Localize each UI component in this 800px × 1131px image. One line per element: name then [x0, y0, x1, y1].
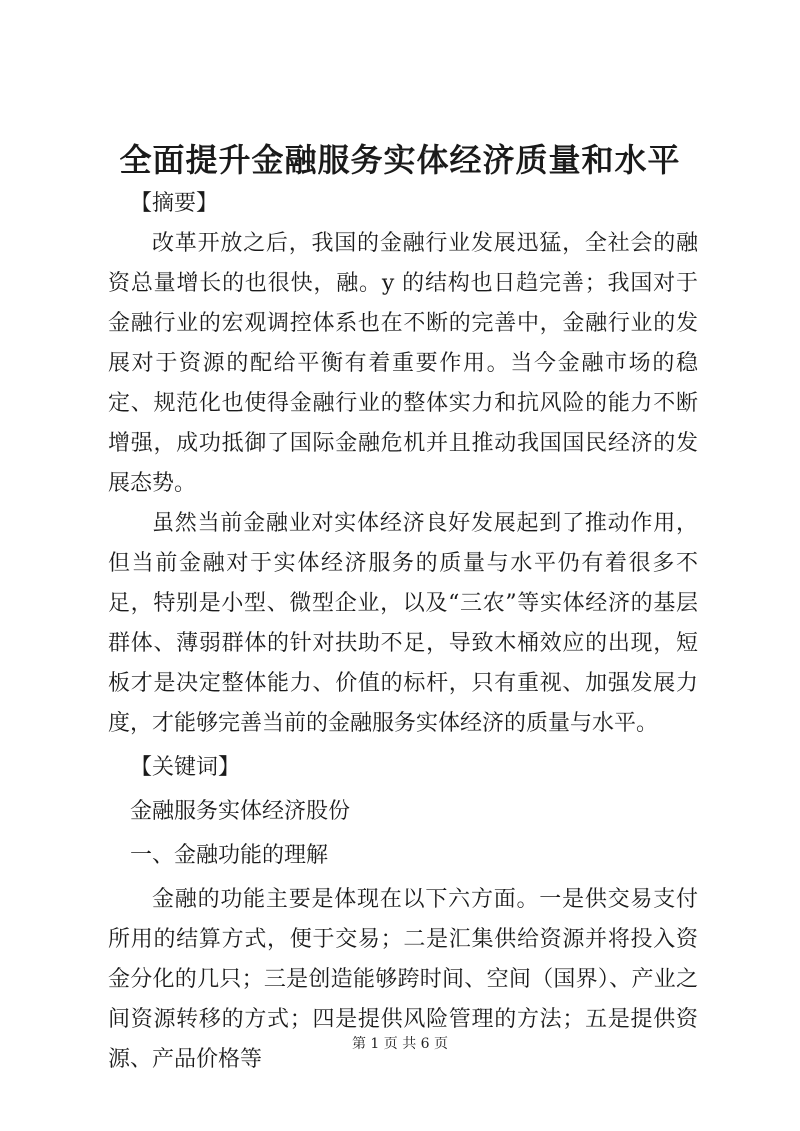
document-title: 全面提升金融服务实体经济质量和水平 — [119, 141, 681, 179]
section-heading: 一、金融功能的理解 — [130, 843, 329, 868]
abstract-heading: 【摘要】 — [130, 191, 219, 216]
abstract-paragraph-1: 改革开放之后，我国的金融行业发展迅猛，全社会的融资总量增长的也很快，融。y 的结构也日趋完善；我国对于金融行业的宏观调控体系也在不断的完善中，金融行业的发展对于资源的配给平衡有着重要作用。当今金融市场的稳定、规范化也使得金融行业的整体实力和抗风险的能力不断增强，成功抵御了国际金融危机并且推动我国国民经济的发展态势。 — [108, 231, 698, 496]
keywords-heading: 【关键词】 — [130, 755, 241, 780]
document-body — [108, 184, 698, 1080]
page-footer: 第 1 页 共 6 页 — [351, 1036, 449, 1052]
section-paragraph: 金融的功能主要是体现在以下六方面。一是供交易支付所用的结算方式，便于交易；二是汇集供给资源并将投入资金分化的几只；三是创造能够跨时间、空间（国界）、产业之间资源转移的方式；四是提供风险管理的方法；五是提供资源、产品价格等 — [108, 887, 698, 1072]
keywords-text: 金融服务实体经济股份 — [130, 799, 351, 824]
abstract-paragraph-2: 虽然当前金融业对实体经济良好发展起到了推动作用，但当前金融对于实体经济服务的质量与水平仍有着很多不足，特别是小型、微型企业，以及“三农”等实体经济的基层群体、薄弱群体的针对扶助不足，导致木桶效应的出现，短板才是决定整体能力、价值的标杆，只有重视、加强发展力度，才能够完善当前的金融服务实体经济的质量与水平。 — [108, 511, 698, 736]
